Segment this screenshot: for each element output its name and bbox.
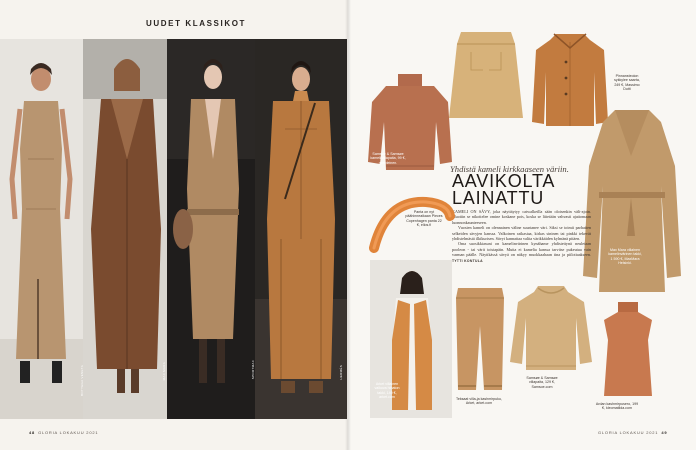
runway-photo-4 bbox=[255, 39, 347, 419]
magazine-name-right: GLORIA LOKAKUU 2021 bbox=[598, 430, 659, 435]
body-paragraph-text: Oma suosikkiasuni on kamelinvärinen kynähame yhdistettynä neuletaan pooleon - tai värit toistapäin. Mutta ei kamelia kanssa tarvitse pukeutua vain varman päälle. Näytikässä sävyä on näkyy muokkaahaan tina ja piilottaakseen. bbox=[452, 241, 591, 258]
folio-right bbox=[598, 430, 670, 435]
photo-credit-2: MAX MARA bbox=[162, 362, 166, 381]
headline-line-1: AAVIKOLTA bbox=[452, 171, 556, 191]
runway-photo-3 bbox=[167, 39, 255, 419]
caption-sweater: Samsøe & Samsøe villapaita, 129 €, Samsoe.com bbox=[526, 376, 558, 389]
product-camel-joggers bbox=[452, 286, 508, 396]
caption-gilet: Arket villainen valkova hihaton takki, 149 €, arket.com bbox=[374, 382, 400, 400]
article-headline bbox=[452, 173, 562, 207]
product-sand-skirt bbox=[447, 30, 525, 122]
caption-turtleneck: Samsøe & Samsøe kameli villapaita, 99 €, gonpleinen. bbox=[370, 152, 406, 165]
body-paragraph: Vuosien kameli on olennainen väline suurtanee väri. Siksi se toimii parhaiten selkeiden sävyjen kanssa. Valkoinen raikastaa, kirkas sininen tai pinkki tekevät yhdistelmästä ilkikurisen. Sävyt kannattaa valita värikkäiden kylmänä pitäen. bbox=[452, 225, 591, 242]
product-knit-top bbox=[596, 300, 660, 400]
runway-photo-2 bbox=[83, 39, 167, 419]
folio-left bbox=[26, 430, 98, 435]
page-number-left: 48 bbox=[29, 430, 36, 435]
author-signature: TYTTI KONTULA bbox=[452, 258, 483, 263]
product-beige-sweater bbox=[508, 284, 594, 374]
caption-coat-jacket: Pinnansteoion sykkylee saarta, 249 €, Massimo Dutti bbox=[614, 74, 640, 92]
photo-credit-3: SPORTMAX bbox=[251, 360, 255, 380]
page-number-right: 49 bbox=[661, 430, 668, 435]
body-paragraph: KAMELI ON SÄVY, joka näyttäytyy catwalkeilla sään oloisenkin väli-ajoin. Muotiin se nikottelee omine koskane pois, koska se liitetään vahvasti ajattomaan luonnonkaunteeseen. bbox=[452, 209, 591, 225]
runway-photo-1 bbox=[0, 39, 83, 419]
product-wrap-coat bbox=[581, 106, 683, 296]
section-title: UUDET KLASSIKOT bbox=[146, 19, 246, 28]
photo-credit-4: HERMÈS bbox=[339, 365, 343, 380]
caption-headband: Panta on nyt päähinneaikaan Pieces Copenhagen panta 22 €, ellos.fi bbox=[405, 210, 443, 228]
body-paragraph bbox=[452, 241, 591, 264]
page-gutter bbox=[345, 0, 351, 450]
article-body bbox=[452, 209, 591, 264]
magazine-name-left: GLORIA LOKAKUU 2021 bbox=[38, 430, 99, 435]
headline-line-2: LAINATTU bbox=[452, 188, 545, 208]
caption-knit-top: Ardan kashmirpusero, 199 €, kleomatilda.com bbox=[595, 402, 639, 411]
caption-wrap-coat: Max Mara villainen kamelinvärinen takki, 1 590 €, MaxMara Helsinki. bbox=[608, 248, 642, 266]
photo-credit-1: BOTTEGA VENETA bbox=[80, 365, 84, 396]
article-kicker: Yhdistä kameli kirkkaaseen väriin. bbox=[450, 164, 569, 174]
caption-joggers: Teksaat villa-ja kashmirpuku, Arket, arket.com bbox=[456, 397, 502, 406]
